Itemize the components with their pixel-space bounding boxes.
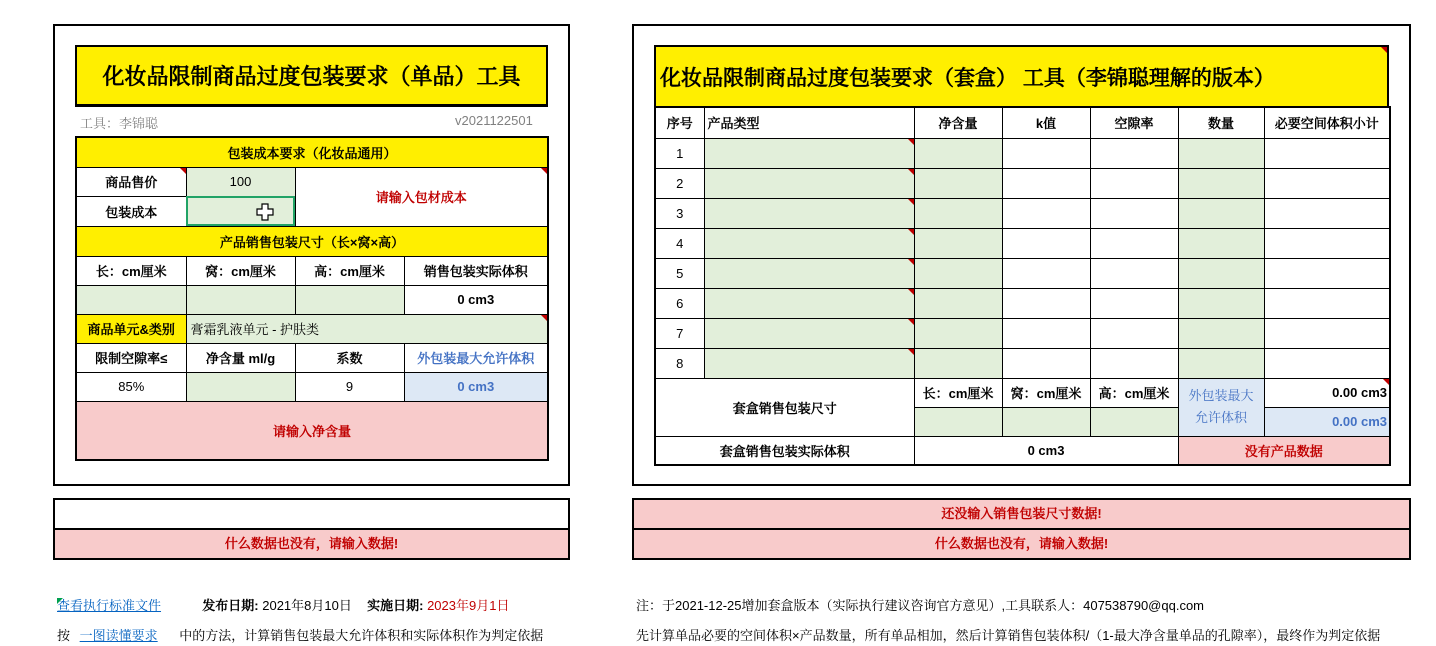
max-outer-volume-label: 外包装最大允许体积 [404,343,548,372]
net-content-input[interactable] [914,288,1002,318]
row-index: 6 [655,288,704,318]
net-content-input[interactable] [914,348,1002,378]
net-content-input[interactable] [914,258,1002,288]
price-input[interactable]: 100 [186,167,295,196]
length-input[interactable] [76,285,186,314]
header-product-type: 产品类型 [704,107,914,138]
void-ratio-cell [1090,258,1178,288]
category-label: 商品单元&类别 [76,314,186,343]
coefficient-value: 9 [295,372,404,401]
k-value-cell [1002,348,1090,378]
footer-note-1: 注：于2021-12-25增加套盒版本（实际执行建议咨询官方意见）,工具联系人：407538790@qq.com [636,598,1205,613]
box-max-outer-value2: 0.00 cm3 [1264,407,1390,436]
net-content-warning: 请输入净含量 [76,401,548,460]
box-length-label: 长：cm厘米 [914,378,1002,407]
product-type-input[interactable] [704,258,914,288]
row-index: 2 [655,168,704,198]
box-width-input[interactable] [1002,407,1090,436]
space-subtotal-cell [1264,168,1390,198]
product-type-input[interactable] [704,348,914,378]
product-row [655,198,1390,228]
box-status-bottom: 什么数据也没有，请输入数据! [632,529,1411,560]
k-value-cell [1002,318,1090,348]
product-row [655,318,1390,348]
net-content-input[interactable] [914,318,1002,348]
space-subtotal-cell [1264,348,1390,378]
width-label: 窝：cm厘米 [186,256,295,285]
effective-date-value: 2023年9月1日 [427,598,510,613]
void-ratio-label: 限制空隙率≤ [76,343,186,372]
row-index: 5 [655,258,704,288]
void-ratio-cell [1090,288,1178,318]
product-row [655,258,1390,288]
k-value-cell [1002,198,1090,228]
quantity-input[interactable] [1178,258,1264,288]
product-row [655,348,1390,378]
header-net-content: 净含量 [914,107,1002,138]
box-height-input[interactable] [1090,407,1178,436]
space-subtotal-cell [1264,258,1390,288]
header-quantity: 数量 [1178,107,1264,138]
height-input[interactable] [295,285,404,314]
void-ratio-cell [1090,348,1178,378]
publish-date-value: 2021年8月10日 [262,598,352,613]
length-label: 长：cm厘米 [76,256,186,285]
author-label: 工具：李锦聪 [80,116,159,131]
quantity-input[interactable] [1178,228,1264,258]
k-value-cell [1002,288,1090,318]
row-index: 7 [655,318,704,348]
product-row [655,228,1390,258]
header-index: 序号 [655,107,704,138]
net-content-label: 净含量 ml/g [186,343,295,372]
single-item-table [75,136,549,461]
box-max-outer-value1: 0.00 cm3 [1264,378,1390,407]
k-value-cell [1002,168,1090,198]
space-subtotal-cell [1264,228,1390,258]
net-content-input[interactable] [914,198,1002,228]
box-height-label: 高：cm厘米 [1090,378,1178,407]
row-index: 3 [655,198,704,228]
no-product-data: 没有产品数据 [1178,436,1390,465]
method-suffix: 中的方法，计算销售包装最大允许体积和实际体积作为判定依据 [179,628,544,643]
footer-dates-line [57,595,509,614]
publish-date-label: 发布日期: [202,598,259,613]
box-length-input[interactable] [914,407,1002,436]
width-input[interactable] [186,285,295,314]
standard-file-link[interactable]: 查看执行标准文件 [57,598,167,613]
void-ratio-value: 85% [76,372,186,401]
header-k-value: k值 [1002,107,1090,138]
quantity-input[interactable] [1178,348,1264,378]
space-subtotal-cell [1264,318,1390,348]
box-width-label: 窝：cm厘米 [1002,378,1090,407]
height-label: 高：cm厘米 [295,256,404,285]
quantity-input[interactable] [1178,318,1264,348]
header-void-ratio: 空隙率 [1090,107,1178,138]
row-index: 1 [655,138,704,168]
cost-warning: 请输入包材成本 [295,167,548,226]
void-ratio-cell [1090,318,1178,348]
product-type-input[interactable] [704,228,914,258]
product-type-input[interactable] [704,198,914,228]
k-value-cell [1002,138,1090,168]
pack-cost-label: 包装成本 [76,196,186,226]
single-tool-title: 化妆品限制商品过度包装要求（单品）工具 [75,45,548,107]
box-actual-volume-label: 套盒销售包装实际体积 [655,436,914,465]
coefficient-label: 系数 [295,343,404,372]
max-outer-volume-value: 0 cm3 [404,372,548,401]
space-subtotal-cell [1264,198,1390,228]
single-status-bottom: 什么数据也没有，请输入数据! [53,529,570,560]
effective-date-label: 实施日期: [367,598,424,613]
single-status-top [53,498,570,529]
void-ratio-cell [1090,138,1178,168]
actual-volume-label: 销售包装实际体积 [404,256,548,285]
product-row [655,168,1390,198]
product-type-input[interactable] [704,288,914,318]
header-space-subtotal: 必要空间体积小计 [1264,107,1390,138]
size-section-header: 产品销售包装尺寸（长×窝×高） [76,226,548,256]
footer-note-2: 先计算单品必要的空间体积×产品数量，所有单品相加，然后计算销售包装体积/（1-最大净含量单品的孔隙率），最终作为判定依据 [636,628,1381,643]
k-value-cell [1002,258,1090,288]
product-type-input[interactable] [704,138,914,168]
method-link[interactable]: 一图读懂要求 [79,628,158,643]
void-ratio-cell [1090,168,1178,198]
product-type-input[interactable] [704,318,914,348]
row-index: 8 [655,348,704,378]
cross-cursor-icon [256,203,274,221]
gift-box-title: 化妆品限制商品过度包装要求（套盒） 工具（李锦聪理解的版本） [654,45,1389,107]
row-index: 4 [655,228,704,258]
footer-method-line [57,625,543,644]
net-content-input[interactable] [914,228,1002,258]
space-subtotal-cell [1264,138,1390,168]
cost-section-header: 包装成本要求（化妆品通用） [76,137,548,167]
void-ratio-cell [1090,198,1178,228]
net-content-input[interactable] [914,138,1002,168]
product-row [655,288,1390,318]
quantity-input[interactable] [1178,168,1264,198]
k-value-cell [1002,228,1090,258]
quantity-input[interactable] [1178,138,1264,168]
box-actual-volume-value: 0 cm3 [914,436,1178,465]
version-label: v2021122501 [455,113,533,128]
pack-cost-input[interactable] [186,196,295,226]
box-max-outer-label: 外包装最大允许体积 [1178,378,1264,436]
method-prefix: 按 [57,628,71,643]
net-content-input[interactable] [914,168,1002,198]
price-label: 商品售价 [76,167,186,196]
product-row [655,138,1390,168]
category-select[interactable]: 膏霜乳液单元 - 护肤类 [186,314,548,343]
space-subtotal-cell [1264,288,1390,318]
actual-volume-value: 0 cm3 [404,285,548,314]
box-status-top: 还没输入销售包装尺寸数据! [632,498,1411,529]
box-size-label: 套盒销售包装尺寸 [655,378,914,436]
gift-box-table [654,106,1391,466]
net-content-input[interactable] [186,372,295,401]
product-type-input[interactable] [704,168,914,198]
quantity-input[interactable] [1178,288,1264,318]
quantity-input[interactable] [1178,198,1264,228]
void-ratio-cell [1090,228,1178,258]
